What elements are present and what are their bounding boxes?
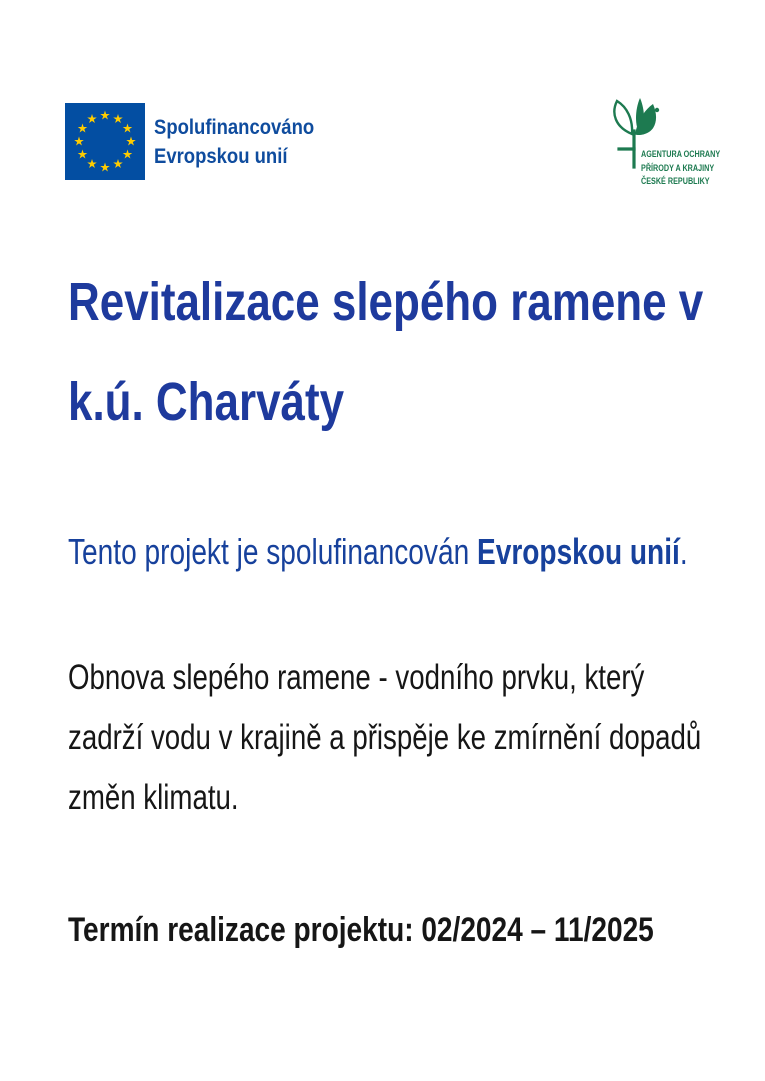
description-line1: Obnova slepého ramene - vodního prvku, který	[68, 658, 645, 697]
project-description	[68, 648, 765, 828]
project-title-line2: k.ú. Charváty	[68, 372, 345, 432]
cofinance-statement	[68, 527, 765, 577]
cofinance-suffix: .	[679, 531, 688, 572]
description-line3: změn klimatu.	[68, 778, 239, 817]
eu-label-line1: Spolufinancováno	[154, 115, 315, 139]
eu-label-line2: Evropskou unií	[154, 144, 288, 168]
project-term-text: Termín realizace projektu: 02/2024 – 11/2025	[68, 911, 654, 949]
cofinance-bold: Evropskou unií	[476, 531, 680, 572]
eu-cofunded-logo	[65, 103, 336, 180]
description-line2: zadrží vodu v krajině a přispěje ke zmírnění dopadů	[68, 718, 702, 757]
project-term	[68, 905, 765, 955]
project-title	[68, 252, 765, 452]
aopk-label-line3: ČESKÉ REPUBLIKY	[641, 176, 710, 187]
eu-cofunded-label	[154, 113, 314, 171]
aopk-logo	[607, 97, 762, 197]
cofinance-prefix: Tento projekt je spolufinancován	[68, 531, 477, 572]
aopk-label	[641, 148, 745, 189]
aopk-label-line1: AGENTURA OCHRANY	[641, 149, 721, 160]
aopk-label-line2: PŘÍRODY A KRAJINY	[641, 162, 715, 174]
project-title-line1: Revitalizace slepého ramene v	[68, 272, 704, 332]
cofinance-statement-line	[68, 527, 688, 577]
eu-flag-icon	[65, 103, 145, 180]
